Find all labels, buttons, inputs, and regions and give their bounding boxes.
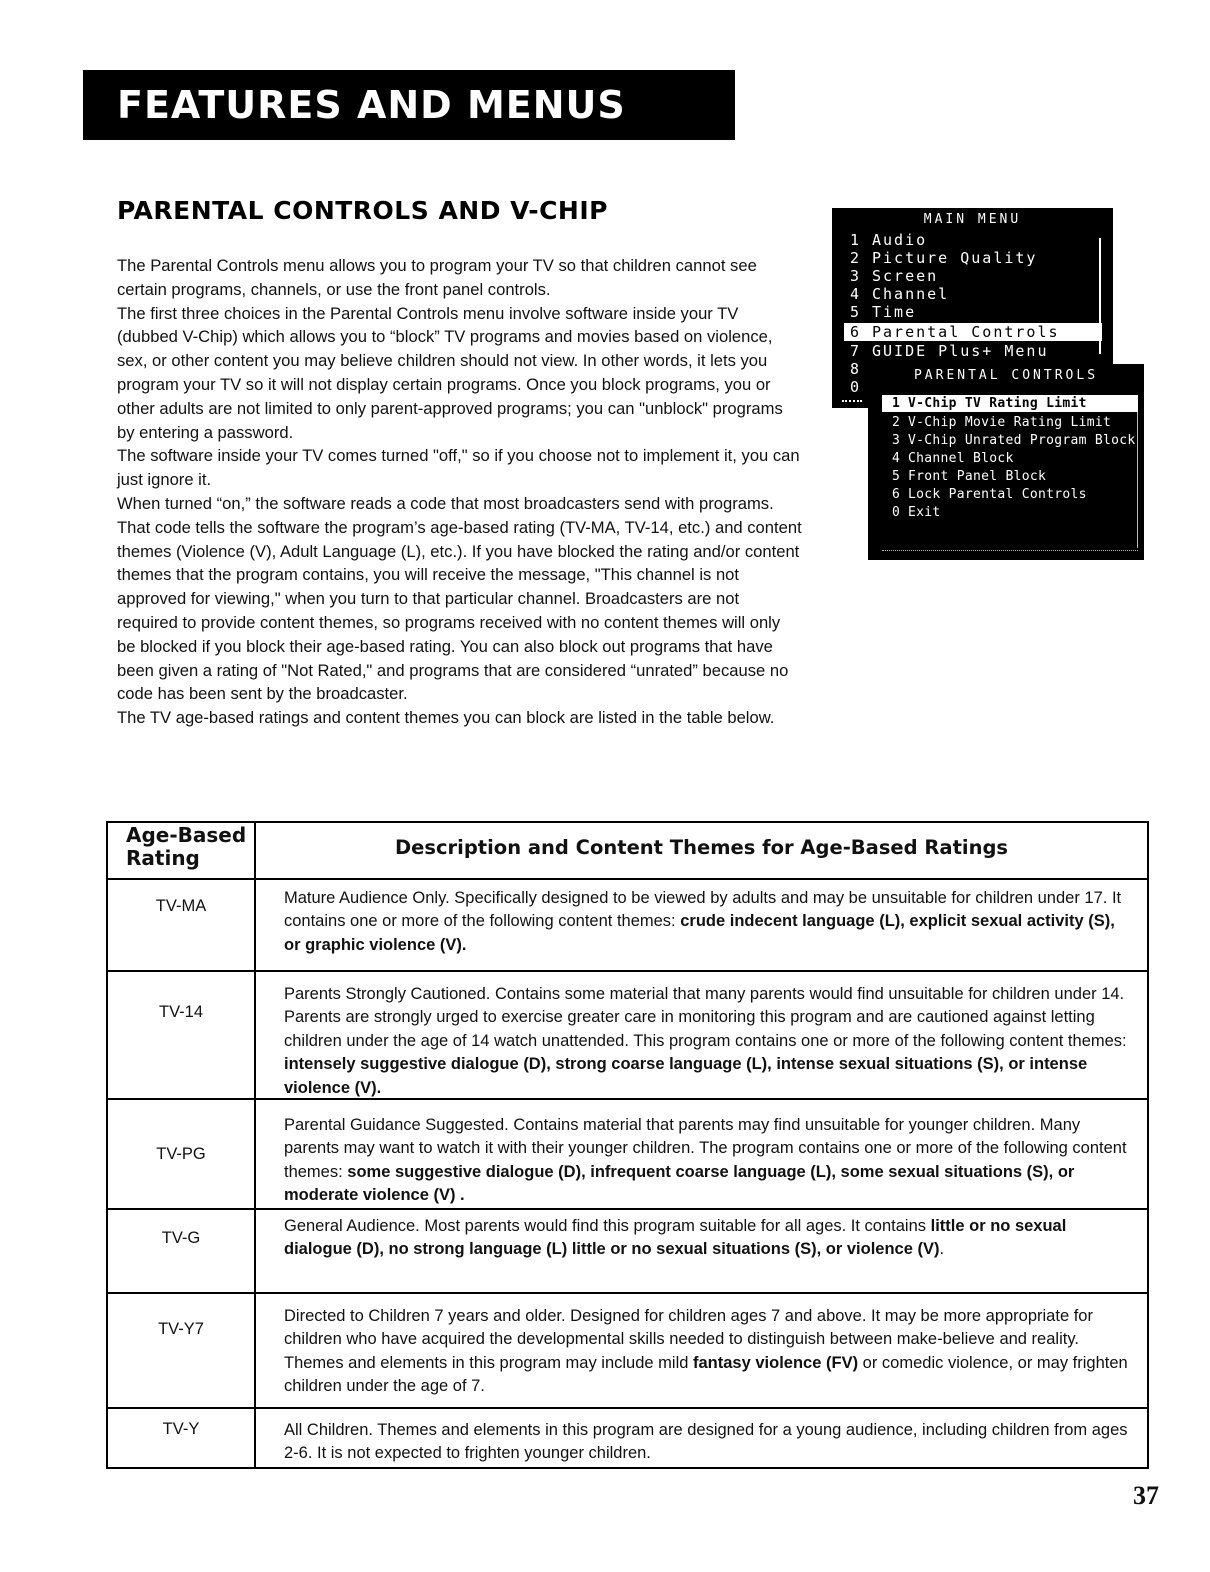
main-menu-item-audio: 1 Audio <box>850 231 928 249</box>
description-cell: General Audience. Most parents would find this program suitable for all ages. It contains little or no sexual dialogue (D), no strong language (L) little or no sexual situations (S), or violence (V). <box>284 1217 1067 1259</box>
parental-menu-item-movie-rating-limit: 2 V-Chip Movie Rating Limit <box>892 415 1112 430</box>
rating-cell: TV-14 <box>158 1003 204 1021</box>
main-menu-item-channel: 4 Channel <box>850 285 950 303</box>
parental-menu-item-channel-block: 4 Channel Block <box>892 451 1014 466</box>
description-cell: Parents Strongly Cautioned. Contains some material that many parents would find unsuitable for children under 14. Parents are strongly urged to exercise greater care in monitoring this program and are cautioned against letting children under the age of 14 watch unattended. This program contains one or more of the following content themes: intensely suggestive dialogue (D), strong coarse language (L), intense sexual situations (S), or intense violence (V). <box>284 985 1127 1097</box>
intro-paragraph: The first three choices in the Parental Controls menu involve software inside your TV (dubbed V-Chip) which allows you to “block” TV programs and movies based on violence, sex, or other content you may believe children should not view. In other words, it lets you program your TV so it will not display certain programs. Once you block programs, you or other adults are not limited to only parent-approved programs; you can "unblock" programs by entering a password. <box>117 303 783 442</box>
ratings-table <box>106 821 1149 1469</box>
parental-menu-title: PARENTAL CONTROLS <box>913 368 1099 383</box>
parental-menu-item-tv-rating-limit: 1 V-Chip TV Rating Limit <box>882 395 1138 412</box>
menu-border <box>1137 398 1138 548</box>
main-menu-item-time: 5 Time <box>850 303 917 321</box>
main-menu-item-0: 0 <box>850 378 862 396</box>
main-menu-item-parental-controls: 6 Parental Controls <box>844 323 1102 341</box>
header-age-based-rating: Age-Based Rating <box>126 823 247 870</box>
page-number: 37 <box>1133 1481 1159 1510</box>
table-row <box>108 1294 1147 1409</box>
main-menu-item-guide-plus: 7 GUIDE Plus+ Menu <box>850 342 1049 360</box>
description-cell: Parental Guidance Suggested. Contains material that parents may find unsuitable for younger children. Many parents may want to watch it with their younger children. The program contains one or more of the following content themes: some suggestive dialogue (D), infrequent coarse language (L), some sexual situations (S), or moderate violence (V) . <box>284 1116 1127 1205</box>
table-row <box>108 1100 1147 1210</box>
parental-controls-menu-screen <box>868 364 1144 560</box>
table-row <box>108 1409 1147 1469</box>
parental-menu-item-front-panel-block: 5 Front Panel Block <box>892 469 1047 484</box>
table-header <box>108 823 1147 880</box>
intro-paragraph: The software inside your TV comes turned "off," so if you choose not to implement it, you can just ignore it. <box>117 446 800 490</box>
table-row <box>108 1210 1147 1294</box>
parental-menu-item-unrated-block: 3 V-Chip Unrated Program Block <box>892 433 1136 448</box>
main-menu-title: MAIN MENU <box>923 212 1022 227</box>
description-cell: All Children. Themes and elements in this program are designed for a young audience, including children from ages 2-6. It is not expected to frighten younger children. <box>284 1421 1128 1463</box>
intro-paragraph: The Parental Controls menu allows you to program your TV so that children cannot see certain programs, channels, or use the front panel controls. <box>117 256 757 299</box>
parental-menu-item-lock-controls: 6 Lock Parental Controls <box>892 487 1087 502</box>
main-menu-item-picture-quality: 2 Picture Quality <box>850 249 1038 267</box>
rating-cell: TV-Y7 <box>158 1320 204 1338</box>
rating-cell: TV-MA <box>155 897 207 915</box>
section-banner: FEATURES AND MENUS <box>83 70 735 140</box>
intro-paragraph: When turned “on,” the software reads a code that most broadcasters send with programs. That code tells the software the program’s age-based rating (TV-MA, TV-14, etc.) and content themes (Violence (V), Adult Language (L), etc.). If you have blocked the rating and/or content themes that the program contains, you will receive the message, "This channel is not approved for viewing," when you turn to that particular channel. Broadcasters are not required to provide content themes, so programs received with no content themes will only be blocked if you block their age-based rating. You can also block out programs that have been given a rating of "Not Rated," and programs that are considered “unrated” because no code has been sent by the broadcaster. <box>117 493 802 704</box>
rating-cell: TV-G <box>161 1229 201 1247</box>
main-menu-item-screen: 3 Screen <box>850 267 939 285</box>
description-cell: Directed to Children 7 years and older. Designed for children ages 7 and above. It may be more appropriate for children who have acquired the developmental skills needed to distinguish between make-believe and reality. Themes and elements in this program may include mild fantasy violence (FV) or comedic violence, or may frighten children under the age of 7. <box>284 1307 1128 1396</box>
intro-text <box>117 254 802 730</box>
table-row <box>108 972 1147 1100</box>
rating-cell: TV-Y <box>162 1420 200 1438</box>
intro-paragraph: The TV age-based ratings and content themes you can block are listed in the table below. <box>117 708 775 728</box>
header-description: Description and Content Themes for Age-Based Ratings <box>394 836 1009 859</box>
description-cell: Mature Audience Only. Specifically designed to be viewed by adults and may be unsuitable for children under 17. It contains one or more of the following content themes: crude indecent language (L), explicit sexual activity (S), or graphic violence (V). <box>284 889 1122 954</box>
menu-border <box>882 550 1138 551</box>
menu-border <box>842 400 862 402</box>
rating-cell: TV-PG <box>156 1145 206 1163</box>
main-menu-item-8: 8 <box>850 360 862 378</box>
parental-menu-item-exit: 0 Exit <box>892 505 941 520</box>
page-title: PARENTAL CONTROLS AND V-CHIP <box>117 196 608 225</box>
table-row <box>108 878 1147 972</box>
